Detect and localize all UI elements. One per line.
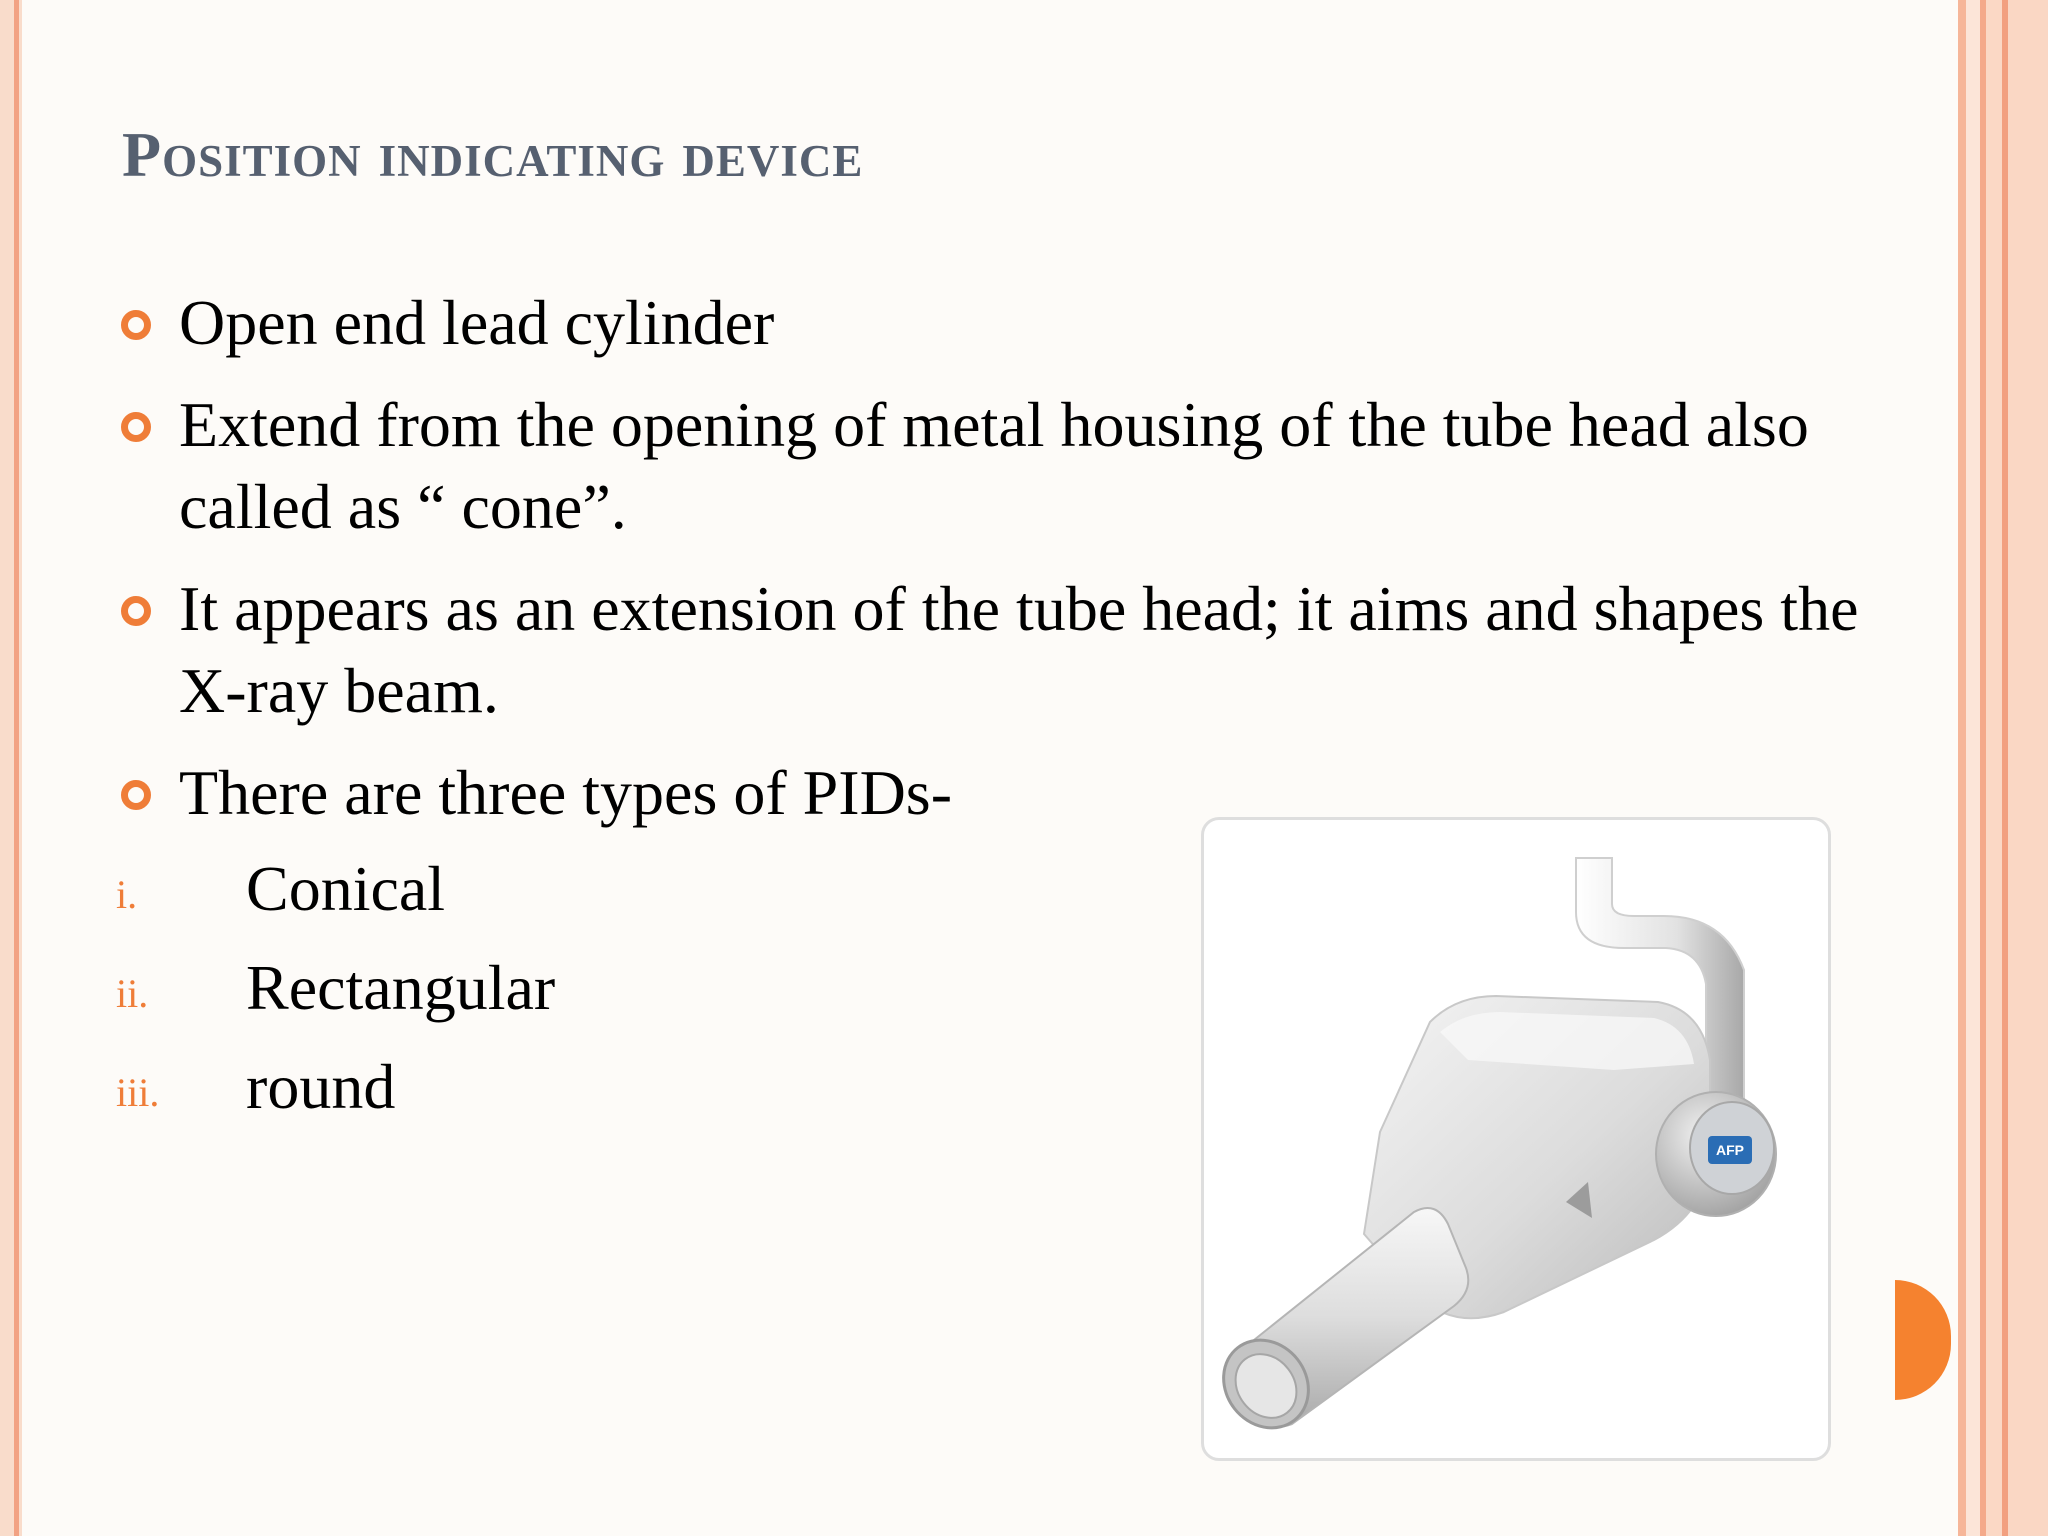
bullet-text: Open end lead cylinder [179,287,775,358]
right-border-stripe-1 [1958,0,1966,1536]
circle-bullet-icon [121,412,151,442]
circle-bullet-icon [121,310,151,340]
bullet-item [118,282,1918,364]
bullet-item [118,568,1918,732]
xray-tube-head-image [1201,817,1831,1461]
afp-logo-text: AFP [1716,1142,1744,1158]
bullet-list [118,282,1918,854]
pid-type-label: Rectangular [246,952,556,1023]
bullet-item [118,384,1918,548]
circle-bullet-icon [121,596,151,626]
bullet-text: There are three types of PIDs- [179,757,952,828]
right-border-stripe-6 [2008,0,2048,1536]
right-border-stripe-2 [1966,0,1980,1536]
pid-type-label: Conical [246,853,446,924]
circle-bullet-icon [121,780,151,810]
bullet-text: It appears as an extension of the tube head; it aims and shapes the X-ray beam. [179,573,1859,726]
slide-title: Position indicating device [122,119,864,190]
right-border-stripe-4 [1986,0,2002,1536]
list-number: iii. [116,1070,160,1115]
list-number: ii. [116,971,149,1016]
bullet-text: Extend from the opening of metal housing of the tube head also called as “ cone”. [179,389,1809,542]
xray-tube-head-illustration [1204,820,1828,1458]
left-border-line [14,0,19,1536]
next-slide-tab[interactable] [1895,1280,1951,1400]
pid-type-label: round [246,1051,396,1122]
list-number: i. [116,872,138,917]
